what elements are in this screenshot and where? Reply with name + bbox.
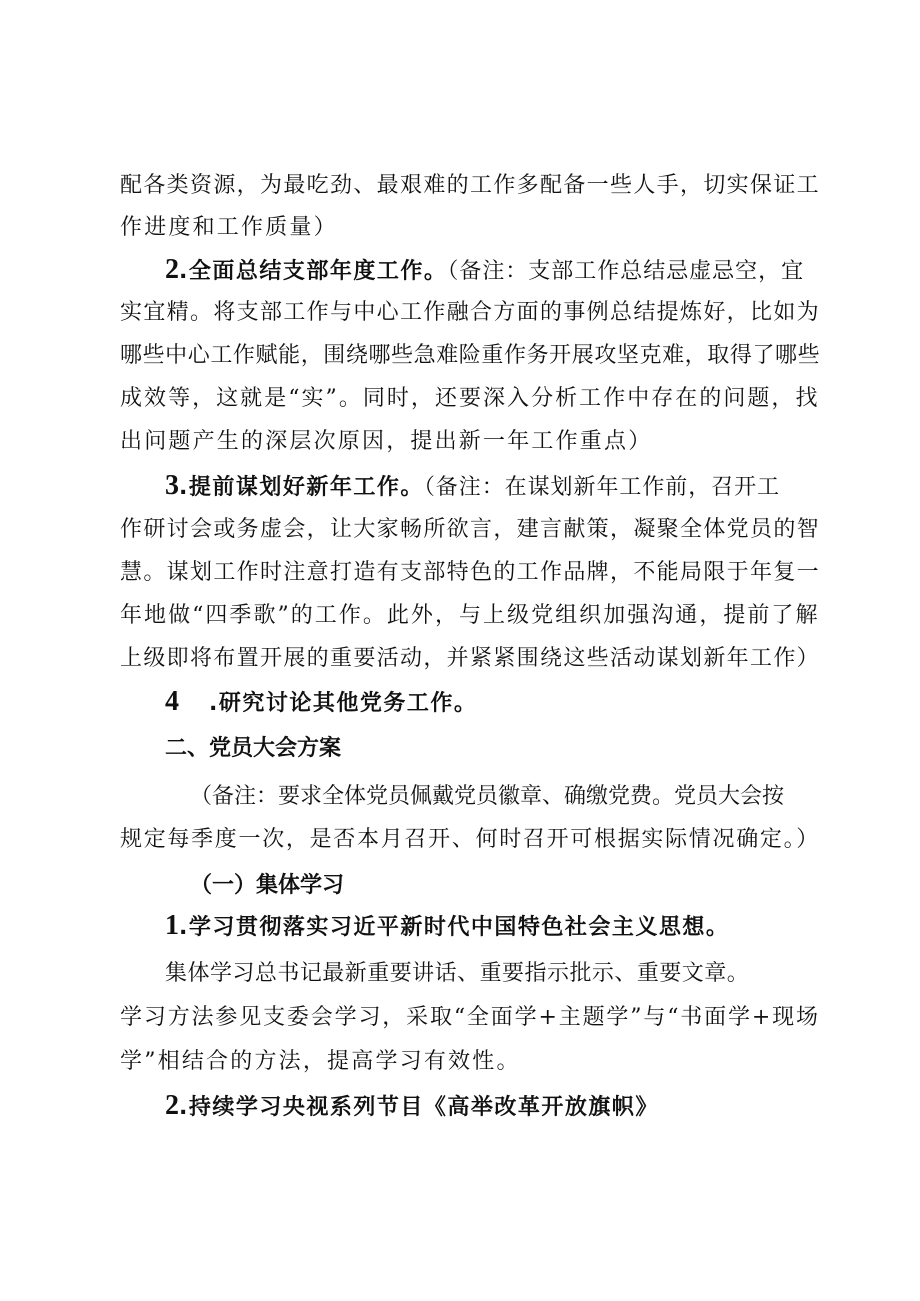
item-2-number: 2 [165,254,179,285]
text-line: 作进度和工作质量） [120,215,338,240]
text-line: 上级即将布置开展的重要活动，并紧紧围绕这些活动谋划新年工作） [120,646,821,671]
sub1-item-2-number: 2 [165,1090,179,1121]
item-2-title: .全面总结支部年度工作。 [179,259,448,284]
item-2-note: （备注：支部工作总结忌虚忌空，宜 [447,259,805,284]
text-line: 成效等，这就是“实”。同时，还要深入分析工作中存在的问题，找 [120,386,820,411]
item-3-line [165,472,865,502]
sub1-item-1-title: .学习贯彻落实习近平新时代中国特色社会主义思想。 [179,915,730,940]
text-line: 作研讨会或务虚会，让大家畅所欲言，建言献策，凝聚全体党员的智 [120,517,821,542]
item-3-note: （备注：在谋划新年工作前，召开工 [423,475,781,500]
section-2-note: （备注：要求全体党员佩戴党员徽章、确缴党费。党员大会按 [190,784,785,809]
sub1-item-1-line [165,912,865,942]
subsection-1-heading: （一）集体学习 [190,873,345,898]
item-4-number: 4 [165,686,179,717]
item-2-line [165,256,865,286]
item-3-title: .提前谋划好新年工作。 [179,475,424,500]
section-2-heading: 二、党员大会方案 [165,736,342,761]
text-line: 出问题产生的深层次原因，提出新一年工作重点） [120,429,653,454]
item-4-title: .研究讨论其他党务工作。 [209,691,478,716]
text-line: 集体学习总书记最新重要讲话、重要指示批示、重要文章。 [165,961,750,986]
text-line: 实宜精。将支部工作与中心工作融合方面的事例总结提炼好，比如为 [120,300,821,325]
sub1-item-1-number: 1 [165,910,179,941]
text-line: 学习方法参见支委会学习，采取“全面学+主题学”与“书面学+现场 [120,1005,820,1030]
text-line: 年地做“四季歌”的工作。此外，与上级党组织加强沟通，提前了解 [120,603,820,628]
sub1-item-2-title: .持续学习央视系列节目《高举改革开放旗帜》 [179,1095,659,1120]
text-line: 学”相结合的方法，提高学习有效性。 [120,1049,521,1074]
text-line: 配各类资源，为最吃劲、最艰难的工作多配备一些人手，切实保证工 [120,173,821,198]
item-3-number: 3 [165,470,179,501]
item-4-line [165,688,865,718]
sub1-item-2-line [165,1092,865,1122]
text-line: 慧。谋划工作时注意打造有支部特色的工作品牌，不能局限于年复一 [120,560,821,585]
text-line: 规定每季度一次，是否本月召开、何时召开可根据实际情况确定。） [120,827,821,852]
text-line: 哪些中心工作赋能，围绕哪些急难险重作务开展攻坚克难，取得了哪些 [120,343,821,368]
